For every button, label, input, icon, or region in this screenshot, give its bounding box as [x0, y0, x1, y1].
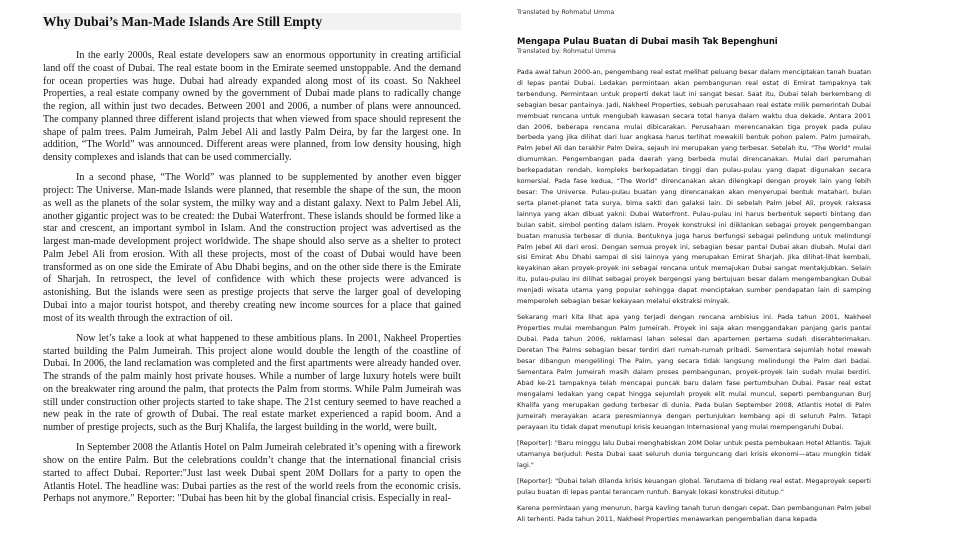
indonesian-paragraph-3: [Reporter]: "Baru minggu lalu Dubai menghabiskan 20M Dolar untuk pesta pembukaan Hotel Atlantis. Tajuk utamanya berjudul: Pesta Dubai saat seluruh dunia terguncang dari krisis ekonomi—atau mungkin tidak lagi.": [517, 438, 871, 469]
indonesian-body: [517, 67, 871, 531]
indonesian-paragraph-1: Pada awal tahun 2000-an, pengembang real estat melihat peluang besar dalam menciptakan tanah buatan di lepas pantai Dubai. Ledakan permintaan akan pembangunan real estat di Emirat tampaknya tak terbendung. Permintaan untuk properti dekat laut ini sangat besar. Saat itu, Dubai telah berkembang di sebagian besar pantainya. Jadi, Nakheel Properties, sebuah perusahaan real estate milik pemerintah Dubai membuat rencana untuk mengubah kawasan secara total hanya dalam waktu dua dekade. Antara 2001 dan 2006, beberapa rencana mulai dibicarakan. Perusahaan merencanakan tiga proyek pada pulau berbeda yang jika dilihat dari luar angkasa harus terlihat mewakili bentuk pohon palem. Palm Jumeirah, Palm Jebel Ali dan terakhir Palm Deira, sejauh ini merupakan yang terbesar. Setelah itu, "The World" mulai diumumkan. Pengembangan pada daerah yang berbeda mulai direncanakan. Mulai dari perumahan berkepadatan rendah, kompleks berkepadatan tinggi dan pulau-pulau yang dapat digunakan secara komersial. Pada fase kedua, “The World” direncanakan akan dilengkapi dengan proyek lain yang lebih besar: The Universe. Pulau-pulau buatan yang direncanakan akan menyerupai bentuk matahari, bulan serta planet-planet tata surya, bima sakti dan galaksi lain. Di sebelah Palm Jebel Ali, proyek raksasa lainnya yang akan dibuat yakni: Dubai Waterfront. Pulau-pulau ini harus berbentuk seperti bintang dan bulan sabit, simbol penting dalam Islam. Proyek konstruksi ini diiklankan sebagai proyek pengembangan buatan manusia terbesar di dunia. Bentuknya juga harus berfungsi sebagai pelindung untuk melindungi Palm Jebel Ali dari erosi. Dengan semua proyek ini, sebagian besar pantai Dubai akan diubah. Mulai dari sisi Emirat Abu Dhabi sampai di sisi lainnya yang merupakan Emirat Sharjah. Jika dilihat-lihat kembali, keyakinan akan proyek-proyek ini sebagai rencana untuk memajukan Dubai sangat mentakjubkan. Selain itu, pulau-pulau ini dilihat sebagai proyek bergengsi yang bertujuan besar dalam mengembangkan Dubai menjadi wisata utama yang popular sehingga dapat menciptakan sumber pendapatan lain di samping memperoleh sebagian besar kekayaan melalui ekstraksi minyak.: [517, 68, 871, 306]
indonesian-paragraph-5: Karena permintaan yang menurun, harga kavling tanah turun dengan cepat. Dan pembangunan Palm Jebel Ali terhenti. Pada tahun 2011, Nakheel Properties menawarkan pengembalian dana kepada: [517, 504, 871, 524]
english-paragraph-4: In September 2008 the Atlantis Hotel on Palm Jumeirah celebrated it’s opening with a firework show on the entire Palm. But the celebrations couldn’t change that the international financial crisis started to affect Dubai. Reporter:"Just last week Dubai spent 20M Dollars for a party to open the Atlantis Hotel. The headline was: Dubai parties as the rest of the world reels from the economic crisis. Perhaps not anymore." Reporter: "Dubai has been hit by the global financial crisis. Especially in real-: [43, 442, 461, 505]
english-paragraph-2: In a second phase, “The World” was planned to be supplemented by another even bigger project: The Universe. Man-made Islands were planned, that resemble the shape of the sun, the moon as well as the planets of the solar system, the milky way and a distant galaxy. Next to Palm Jebel Ali, another gigantic project was to be created: the Dubai Waterfront. These islands should be formed like a star and crescent, an important symbol in Islam. And the construction project was advertised as the largest man-made development project worldwide. The shape should also serve as a shelter to protect Palm Jebel Ali from erosion. With all these projects, most of the coast of Dubai would have been transformed as on one side the Emirate of Abu Dhabi begins, and on the other side there is the Emirate of Sharjah. In retrospect, the level of confidence with which these projects were advanced is astonishing. But the islands were seen as prestige projects that serve the larger goal of developing Dubai into a major tourist hotspot, and thereby creating new income sources for a place that gained most of its wealth through the extraction of oil.: [43, 172, 461, 324]
indonesian-page: [490, 0, 960, 539]
translator-credit: Translated by: Rohmatul Umma: [517, 48, 616, 55]
english-paragraph-1: In the early 2000s, Real estate developers saw an enormous opportunity in creating artificial land off the coast of Dubai. The real estate boom in the Emirate seemed unstoppable. And the demand for ocean properties was huge. Dubai had already expanded along most of its coast. So Nakheel Properties, a real estate company owned by the government of Dubai made plans to radically change the region, all within just two decades. Between 2001 and 2006, a number of plans were announced. The company planned three different island projects that when viewed from space should represent the shape of palm trees. Palm Jumeirah, Palm Jebel Ali and lastly Palm Deira, by far the largest one. In addition, “The World” was announced. Different areas were planned, from low density housing, high density complexes and islands that can be used commercially.: [43, 50, 461, 163]
header-credit: Translated by Rohmatul Umma: [517, 9, 615, 16]
english-title: Why Dubai’s Man-Made Islands Are Still Empty: [42, 13, 461, 30]
english-paragraph-3: Now let’s take a look at what happened to these ambitious plans. In 2001, Nakheel Properties started building the Palm Jumeirah. This project alone would double the length of the coastline of Dubai. In 2006, the land reclamation was completed and the first apartments were already handed over. The strands of the palm mainly host private houses. While a number of large luxury hotels were built on the breakwater ring around the palm, that protects the Palm from storms. While Palm Jumeirah was still under construction other projects started to take shape. The 21st century seemed to have reached a new peak in the rate of growth of Dubai. The real estate market experienced a rapid boom. And a number of prestige projects, such as the Burj Khalifa, the largest building in the world, were built.: [43, 332, 461, 433]
indonesian-title: Mengapa Pulau Buatan di Dubai masih Tak Bepenghuni: [517, 36, 778, 46]
english-body: [43, 50, 461, 514]
indonesian-paragraph-2: Sekarang mari kita lihat apa yang terjadi dengan rencana ambisius ini. Pada tahun 2001, Nakheel Properties mulai membangun Palm Jumeirah. Proyek ini saja akan menggandakan panjang garis pantai Dubai. Pada tahun 2006, reklamasi lahan selesai dan apartemen pertama sudah diserahterimakan. Deretan The Palms sebagian besar terdiri dari rumah-rumah pribadi. Sementara sejumlah hotel mewah besar dibangun mengelilingi The Palm, yang secara tidak langsung melindungi the Palm dari badai. Sementara Palm Jumeirah masih dalam proses pembangunan, proyek-proyek lain sudah mulai berdiri. Abad ke-21 tampaknya telah mencapai puncak baru dalam fase pertumbuhan Dubai. Pasar real estat mengalami ledakan yang cepat hingga sejumlah proyek elit mulai muncul, seperti pembangunan Burj Khalifa yang merupakan gedung terbesar di dunia. Pada bulan September 2008, Atlantis Hotel di Palm Jumeirah merayakan acara peresmiannya dengan pertunjukan kembang api di seluruh Palm. Tetapi perayaan itu tidak dapat menutupi krisis keuangan Internasional yang mulai mempengaruhi Dubai.: [517, 313, 871, 431]
indonesian-paragraph-4: [Reporter]: "Dubai telah dilanda krisis keuangan global. Terutama di bidang real estat. Megaproyek seperti pulau buatan di lepas pantai terancam runtuh. Banyak lokasi konstruksi ditutup.": [517, 477, 871, 497]
